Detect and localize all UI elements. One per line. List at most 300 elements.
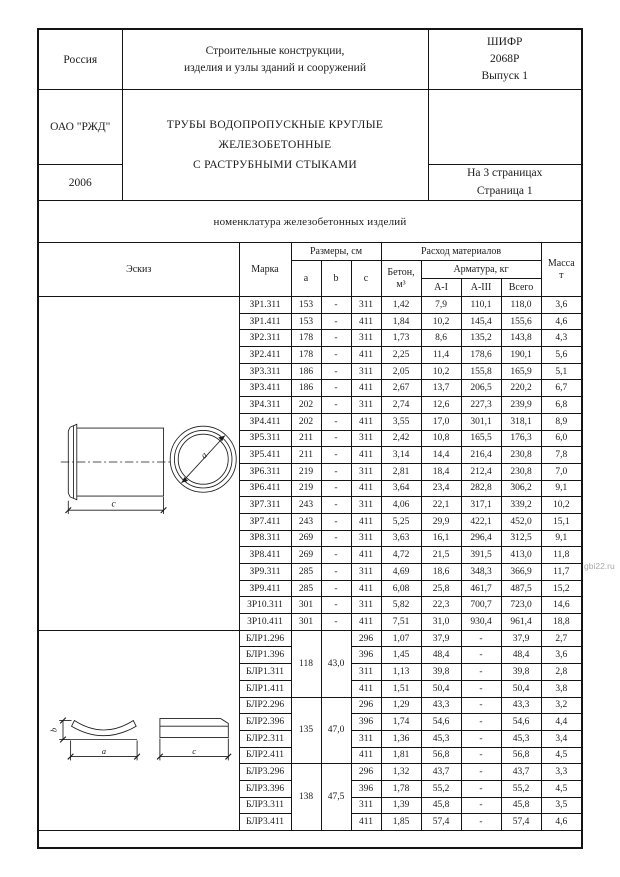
cell-vsego: 37,9 — [501, 630, 541, 647]
cell-c: 311 — [351, 463, 381, 480]
cell-marka: БЛР2.411 — [239, 747, 291, 764]
saddle-plate — [71, 721, 136, 736]
cell-vsego: 306,2 — [501, 480, 541, 497]
cell-a1: 8,6 — [421, 330, 461, 347]
cell-beton: 1,45 — [381, 647, 421, 664]
cell-a1: 16,1 — [421, 530, 461, 547]
pages-cell — [428, 165, 581, 201]
cell-beton: 6,08 — [381, 580, 421, 597]
year-cell: 2006 — [39, 165, 122, 201]
cell-a: 211 — [291, 430, 321, 447]
cell-massa: 14,6 — [541, 597, 581, 614]
col-header-eskiz: Эскиз — [39, 243, 239, 297]
cell-beton: 2,67 — [381, 380, 421, 397]
cell-b: 43,0 — [321, 630, 351, 697]
cell-massa: 15,2 — [541, 580, 581, 597]
cell-a3: 391,5 — [461, 547, 501, 564]
cell-c: 311 — [351, 664, 381, 681]
cell-beton: 2,42 — [381, 430, 421, 447]
col-header-marka: Марка — [239, 243, 291, 297]
cell-a1: 31,0 — [421, 614, 461, 631]
cell-a3: 930,4 — [461, 614, 501, 631]
cipher-number: 2068Р — [490, 52, 520, 65]
cell-a1: 18,4 — [421, 463, 461, 480]
cell-c: 311 — [351, 564, 381, 581]
cell-a1: 39,8 — [421, 664, 461, 681]
cell-beton: 3,64 — [381, 480, 421, 497]
cell-vsego: 43,7 — [501, 764, 541, 781]
cell-massa: 3,2 — [541, 697, 581, 714]
cell-vsego: 57,4 — [501, 814, 541, 831]
cell-a: 178 — [291, 347, 321, 364]
cell-a1: 54,6 — [421, 714, 461, 731]
cell-massa: 7,0 — [541, 463, 581, 480]
cell-marka: ЗР7.311 — [239, 497, 291, 514]
cell-massa: 15,1 — [541, 513, 581, 530]
cell-c: 296 — [351, 764, 381, 781]
cell-a1: 45,3 — [421, 730, 461, 747]
cell-a1: 21,5 — [421, 547, 461, 564]
cell-massa: 7,8 — [541, 447, 581, 464]
cell-massa: 2,8 — [541, 664, 581, 681]
bottom-spacer-cell — [39, 831, 581, 847]
cell-marka: БЛР1.411 — [239, 680, 291, 697]
cell-c: 311 — [351, 497, 381, 514]
cell-vsego: 366,9 — [501, 564, 541, 581]
cell-a3: 282,8 — [461, 480, 501, 497]
cell-vsego: 452,0 — [501, 513, 541, 530]
cell-marka: ЗР10.311 — [239, 597, 291, 614]
cell-a: 219 — [291, 463, 321, 480]
cell-marka: ЗР4.311 — [239, 397, 291, 414]
cell-vsego: 143,8 — [501, 330, 541, 347]
cell-a3: - — [461, 814, 501, 831]
cell-a1: 23,4 — [421, 480, 461, 497]
cell-b: - — [321, 530, 351, 547]
cell-a3: 461,7 — [461, 580, 501, 597]
cell-a3: 296,4 — [461, 530, 501, 547]
massa-label: Масса — [547, 258, 575, 269]
cell-a1: 37,9 — [421, 630, 461, 647]
subject-line-2: изделия и узлы зданий и сооружений — [184, 61, 366, 74]
cell-vsego: 50,4 — [501, 680, 541, 697]
cell-a: 301 — [291, 614, 321, 631]
cell-beton: 1,39 — [381, 797, 421, 814]
cell-b: - — [321, 463, 351, 480]
title-block — [39, 30, 581, 201]
cell-a3: 178,6 — [461, 347, 501, 364]
cell-marka: ЗР1.411 — [239, 313, 291, 330]
cell-a1: 50,4 — [421, 680, 461, 697]
cell-a: 202 — [291, 413, 321, 430]
cell-b: - — [321, 397, 351, 414]
cipher-label: ШИФР — [487, 35, 523, 48]
col-header-a3: А-III — [461, 279, 501, 297]
col-header-armatura: Арматура, кг — [421, 261, 541, 279]
cell-massa: 4,6 — [541, 814, 581, 831]
cell-marka: БЛР2.311 — [239, 730, 291, 747]
cell-c: 411 — [351, 513, 381, 530]
pipe-sketch — [40, 402, 239, 524]
cell-massa: 4,6 — [541, 313, 581, 330]
cell-vsego: 723,0 — [501, 597, 541, 614]
cell-a3: - — [461, 764, 501, 781]
cell-massa: 4,5 — [541, 780, 581, 797]
cell-marka: ЗР1.311 — [239, 297, 291, 314]
zr-table-row — [39, 297, 581, 314]
cell-vsego: 56,8 — [501, 747, 541, 764]
cell-c: 311 — [351, 530, 381, 547]
cell-marka: ЗР4.411 — [239, 413, 291, 430]
cell-beton: 3,63 — [381, 530, 421, 547]
cell-beton: 1,84 — [381, 313, 421, 330]
cell-a1: 10,2 — [421, 363, 461, 380]
cell-vsego: 118,0 — [501, 297, 541, 314]
cell-vsego: 39,8 — [501, 664, 541, 681]
cell-c: 311 — [351, 597, 381, 614]
cell-massa: 9,1 — [541, 530, 581, 547]
cell-massa: 2,7 — [541, 630, 581, 647]
cell-vsego: 55,2 — [501, 780, 541, 797]
cell-a: 186 — [291, 363, 321, 380]
cell-vsego: 339,2 — [501, 497, 541, 514]
pages-line-1: На 3 страницах — [467, 167, 543, 180]
cell-marka: ЗР7.411 — [239, 513, 291, 530]
cell-marka: ЗР2.411 — [239, 347, 291, 364]
col-header-rashod: Расход материалов — [381, 243, 541, 261]
cell-a: 178 — [291, 330, 321, 347]
cell-a3: - — [461, 797, 501, 814]
blr-table-row — [39, 630, 581, 647]
cell-massa: 3,5 — [541, 797, 581, 814]
cell-c: 311 — [351, 330, 381, 347]
col-header-razmery: Размеры, см — [291, 243, 381, 261]
cipher-issue: Выпуск 1 — [481, 70, 529, 83]
cell-a3: 422,1 — [461, 513, 501, 530]
product-title-line-1: ТРУБЫ ВОДОПРОПУСКНЫЕ КРУГЛЫЕ — [166, 118, 384, 131]
saddle-sketch — [44, 680, 234, 780]
cell-a: 118 — [291, 630, 321, 697]
cell-a3: - — [461, 780, 501, 797]
cell-c: 396 — [351, 647, 381, 664]
cell-marka: ЗР8.311 — [239, 530, 291, 547]
cell-marka: БЛР1.296 — [239, 630, 291, 647]
cell-a3: 216,4 — [461, 447, 501, 464]
cell-c: 296 — [351, 630, 381, 647]
cell-massa: 6,8 — [541, 397, 581, 414]
cell-c: 411 — [351, 413, 381, 430]
cell-a: 186 — [291, 380, 321, 397]
cell-b: - — [321, 497, 351, 514]
col-header-b: b — [321, 261, 351, 297]
cell-a1: 14,4 — [421, 447, 461, 464]
massa-unit: т — [559, 269, 564, 281]
col-header-a1: А-I — [421, 279, 461, 297]
cell-beton: 1,85 — [381, 814, 421, 831]
cell-b: - — [321, 597, 351, 614]
cell-a1: 12,6 — [421, 397, 461, 414]
cell-massa: 10,2 — [541, 497, 581, 514]
pipe-sketch-cell — [39, 297, 239, 631]
cell-beton: 3,55 — [381, 413, 421, 430]
cell-a1: 7,9 — [421, 297, 461, 314]
cell-beton: 1,74 — [381, 714, 421, 731]
cell-vsego: 239,9 — [501, 397, 541, 414]
cell-massa: 3,6 — [541, 297, 581, 314]
cell-a3: 206,5 — [461, 380, 501, 397]
cell-b: - — [321, 313, 351, 330]
cell-b: - — [321, 297, 351, 314]
cell-vsego: 230,8 — [501, 463, 541, 480]
cell-b: - — [321, 480, 351, 497]
cell-marka: ЗР8.411 — [239, 547, 291, 564]
cell-massa: 6,0 — [541, 430, 581, 447]
cell-a3: 145,4 — [461, 313, 501, 330]
col-header-c: c — [351, 261, 381, 297]
cell-marka: ЗР5.311 — [239, 430, 291, 447]
cell-a3: 110,1 — [461, 297, 501, 314]
product-title-line-2: ЖЕЛЕЗОБЕТОННЫЕ — [218, 138, 332, 151]
cell-massa: 3,4 — [541, 730, 581, 747]
cell-b: - — [321, 430, 351, 447]
cell-beton: 3,14 — [381, 447, 421, 464]
cell-a1: 43,3 — [421, 697, 461, 714]
product-title-line-3: С РАСТРУБНЫМИ СТЫКАМИ — [192, 159, 358, 172]
cell-c: 411 — [351, 614, 381, 631]
cell-beton: 2,81 — [381, 463, 421, 480]
cell-c: 296 — [351, 697, 381, 714]
cell-vsego: 165,9 — [501, 363, 541, 380]
cell-c: 396 — [351, 780, 381, 797]
pipe-dim-a-label: a — [199, 451, 210, 462]
cipher-cell — [428, 30, 581, 90]
cell-beton: 1,36 — [381, 730, 421, 747]
cell-a3: - — [461, 680, 501, 697]
cell-a: 301 — [291, 597, 321, 614]
cell-marka: БЛР1.311 — [239, 664, 291, 681]
cell-c: 411 — [351, 313, 381, 330]
cell-b: 47,0 — [321, 697, 351, 764]
cell-c: 311 — [351, 363, 381, 380]
cell-a: 219 — [291, 480, 321, 497]
cell-marka: ЗР9.411 — [239, 580, 291, 597]
cell-a: 211 — [291, 447, 321, 464]
cell-massa: 5,1 — [541, 363, 581, 380]
cell-a: 285 — [291, 580, 321, 597]
cell-a1: 13,7 — [421, 380, 461, 397]
cell-marka: БЛР3.311 — [239, 797, 291, 814]
cell-beton: 2,74 — [381, 397, 421, 414]
country-cell: Россия — [39, 30, 122, 90]
cell-a3: 227,3 — [461, 397, 501, 414]
cell-a3: 317,1 — [461, 497, 501, 514]
cell-a1: 55,2 — [421, 780, 461, 797]
cell-c: 311 — [351, 797, 381, 814]
cell-c: 311 — [351, 397, 381, 414]
col-header-massa — [541, 243, 581, 297]
empty-cell — [428, 90, 581, 165]
cell-beton: 2,05 — [381, 363, 421, 380]
cell-massa: 3,6 — [541, 647, 581, 664]
pages-line-2: Страница 1 — [476, 184, 533, 197]
cell-a: 202 — [291, 397, 321, 414]
cell-a: 243 — [291, 513, 321, 530]
cell-c: 311 — [351, 297, 381, 314]
cell-beton: 5,25 — [381, 513, 421, 530]
cell-c: 396 — [351, 714, 381, 731]
cell-massa: 4,5 — [541, 747, 581, 764]
nomenclature-table — [39, 242, 581, 847]
cell-marka: БЛР3.411 — [239, 814, 291, 831]
cell-beton: 1,29 — [381, 697, 421, 714]
cell-beton: 4,06 — [381, 497, 421, 514]
cell-a3: 700,7 — [461, 597, 501, 614]
cell-c: 411 — [351, 347, 381, 364]
cell-marka: ЗР2.311 — [239, 330, 291, 347]
cell-massa: 8,9 — [541, 413, 581, 430]
cell-vsego: 220,2 — [501, 380, 541, 397]
cell-a: 138 — [291, 764, 321, 831]
cell-beton: 5,82 — [381, 597, 421, 614]
cell-vsego: 312,5 — [501, 530, 541, 547]
cell-c: 411 — [351, 447, 381, 464]
cell-vsego: 961,4 — [501, 614, 541, 631]
cell-beton: 1,73 — [381, 330, 421, 347]
cell-a1: 18,6 — [421, 564, 461, 581]
document-sheet — [37, 28, 583, 849]
cell-a: 269 — [291, 530, 321, 547]
watermark: gbi22.ru — [584, 561, 615, 571]
cell-a: 153 — [291, 297, 321, 314]
cell-massa: 3,3 — [541, 764, 581, 781]
cell-marka: ЗР5.411 — [239, 447, 291, 464]
cell-beton: 1,78 — [381, 780, 421, 797]
cell-c: 411 — [351, 380, 381, 397]
cell-beton: 2,25 — [381, 347, 421, 364]
cell-vsego: 230,8 — [501, 447, 541, 464]
cell-a: 285 — [291, 564, 321, 581]
cell-a: 135 — [291, 697, 321, 764]
cell-b: - — [321, 513, 351, 530]
cell-c: 411 — [351, 480, 381, 497]
cell-b: 47,5 — [321, 764, 351, 831]
cell-a1: 29,9 — [421, 513, 461, 530]
cell-vsego: 155,6 — [501, 313, 541, 330]
cell-b: - — [321, 564, 351, 581]
cell-a1: 22,3 — [421, 597, 461, 614]
section-title: номенклатура железобетонных изделий — [213, 215, 407, 228]
cell-b: - — [321, 330, 351, 347]
cell-a1: 25,8 — [421, 580, 461, 597]
cell-marka: БЛР2.296 — [239, 697, 291, 714]
cell-marka: ЗР3.311 — [239, 363, 291, 380]
cell-a1: 11,4 — [421, 347, 461, 364]
cell-a3: 301,1 — [461, 413, 501, 430]
cell-beton: 7,51 — [381, 614, 421, 631]
cell-beton: 4,69 — [381, 564, 421, 581]
organization-cell: ОАО "РЖД" — [39, 90, 122, 165]
cell-b: - — [321, 580, 351, 597]
cell-c: 311 — [351, 430, 381, 447]
cell-a3: - — [461, 730, 501, 747]
saddle-side-view — [160, 719, 228, 738]
cell-beton: 1,42 — [381, 297, 421, 314]
cell-a3: 165,5 — [461, 430, 501, 447]
cell-a1: 10,8 — [421, 430, 461, 447]
cell-vsego: 43,3 — [501, 697, 541, 714]
cell-c: 411 — [351, 747, 381, 764]
cell-a1: 17,0 — [421, 413, 461, 430]
cell-b: - — [321, 547, 351, 564]
cell-a3: 135,2 — [461, 330, 501, 347]
subject-cell — [122, 30, 428, 90]
cell-a3: 155,8 — [461, 363, 501, 380]
saddle-dim-c-label: c — [191, 746, 196, 757]
cell-a3: - — [461, 697, 501, 714]
cell-a3: - — [461, 747, 501, 764]
cell-beton: 1,81 — [381, 747, 421, 764]
cell-a3: 348,3 — [461, 564, 501, 581]
cell-beton: 1,32 — [381, 764, 421, 781]
bottom-spacer-row — [39, 831, 581, 847]
saddle-sketch-cell — [39, 630, 239, 830]
cell-marka: ЗР3.411 — [239, 380, 291, 397]
cell-vsego: 318,1 — [501, 413, 541, 430]
cell-massa: 3,8 — [541, 680, 581, 697]
cell-vsego: 176,3 — [501, 430, 541, 447]
col-header-vsego: Всего — [501, 279, 541, 297]
cell-b: - — [321, 380, 351, 397]
cell-vsego: 45,3 — [501, 730, 541, 747]
cell-marka: ЗР9.311 — [239, 564, 291, 581]
cell-beton: 4,72 — [381, 547, 421, 564]
cell-c: 411 — [351, 580, 381, 597]
cell-a1: 22,1 — [421, 497, 461, 514]
saddle-dim-b-label: b — [48, 728, 59, 733]
cell-b: - — [321, 413, 351, 430]
cell-marka: ЗР10.411 — [239, 614, 291, 631]
cell-a1: 56,8 — [421, 747, 461, 764]
product-title-cell — [122, 90, 428, 201]
cell-marka: БЛР3.396 — [239, 780, 291, 797]
cell-c: 411 — [351, 814, 381, 831]
subject-line-1: Строительные конструкции, — [205, 44, 345, 57]
cell-marka: БЛР2.396 — [239, 714, 291, 731]
cell-a3: - — [461, 630, 501, 647]
cell-vsego: 487,5 — [501, 580, 541, 597]
cell-b: - — [321, 614, 351, 631]
cell-massa: 18,8 — [541, 614, 581, 631]
cell-massa: 11,7 — [541, 564, 581, 581]
cell-a3: - — [461, 714, 501, 731]
cell-a1: 45,8 — [421, 797, 461, 814]
cell-beton: 1,51 — [381, 680, 421, 697]
cell-massa: 9,1 — [541, 480, 581, 497]
cell-a: 269 — [291, 547, 321, 564]
cell-vsego: 413,0 — [501, 547, 541, 564]
cell-a1: 43,7 — [421, 764, 461, 781]
cell-vsego: 54,6 — [501, 714, 541, 731]
cell-a: 153 — [291, 313, 321, 330]
cell-beton: 1,07 — [381, 630, 421, 647]
cell-b: - — [321, 447, 351, 464]
cell-a1: 10,2 — [421, 313, 461, 330]
cell-a3: 212,4 — [461, 463, 501, 480]
cell-massa: 6,7 — [541, 380, 581, 397]
saddle-dim-a-label: a — [101, 746, 106, 757]
cell-a1: 48,4 — [421, 647, 461, 664]
cell-vsego: 48,4 — [501, 647, 541, 664]
